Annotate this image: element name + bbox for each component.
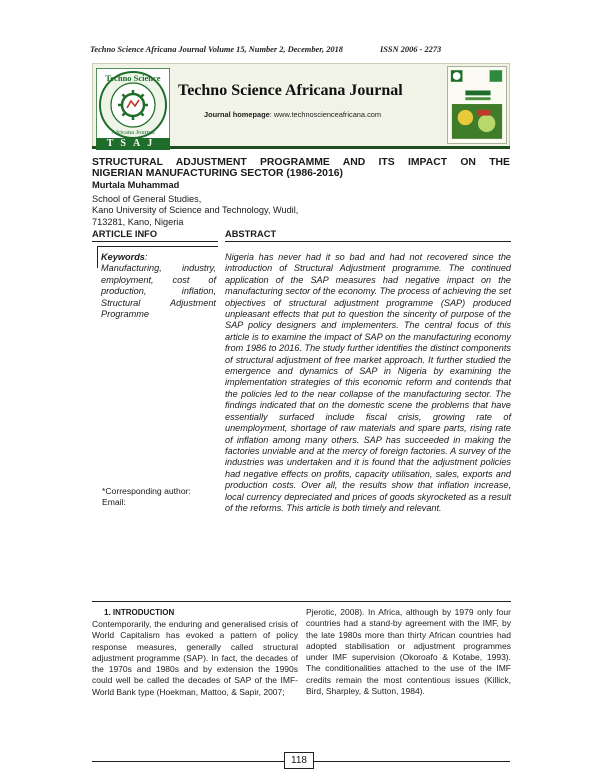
article-title [92, 157, 510, 179]
article-info-heading: ARTICLE INFO [92, 229, 158, 239]
running-head-issn: ISSN 2006 - 2273 [380, 45, 442, 54]
abstract-text: Nigeria has never had it so bad and had not recovered since the introduction of Structural Adjustment programme. The continued application of the SAP measures had negative impact on the manufacturing sector of the economy. The process of achieving the set objectives of structural adjustment programme (SAP) produced unpleasant effects that put to question the sincerity of purpose of the SAP policy designers and implementers. The central focus of this article is to examine the impact of SAP on the manufacturing economy from 1986 to 2016. The study further identifies the distinct components of structural adjustment of free market approach. It further studied the emergence and dynamics of SAP in Nigeria by examining the implementation strategies of this economic reform and contends that the policies led to the near collapse of the manufacturing sector. The findings indicated that on the domestic scene the problems that have essentially surfaced include fiscal crisis, growing rate of unemployment, shortage of raw materials and spare parts, rising rate of inflation among many others. SAP has succeeded in making the factories unviable and at the mercy of foreign factories. A survey of the industries was undertaken and it is found that the adjustment policies had negative effects on profits, capacity utilisation, sales, exports and production costs. Over all, the results show that inflation increase, local currency depreciated and prices of goods skyrocketed as a result of the reforms. This article is both timely and relevant. [225, 252, 511, 513]
page-number: 118 [284, 752, 314, 769]
journal-logo [96, 68, 170, 142]
body-left-column: Contemporarily, the enduring and generalised crisis of World Capitalism has evoked a pattern of policy response measures, generally called structural adjustment programme (SAP). In fact, the decades of the 1970s and 1980s and by extension the 1990s could well be called the decades of SAP of the IMF-World Bank type (Hoekman, Mattoo, & Sapir, 2007; [92, 619, 298, 697]
author-name: Murtala Muhammad [92, 180, 180, 190]
abstract-rule [225, 241, 511, 242]
journal-cover-thumbnail [447, 66, 507, 144]
affiliation-line: 713281, Kano, Nigeria [92, 216, 184, 227]
keywords-text: Manufacturing, industry, employment, cost of production, inflation, Structural Adjustment Programme [101, 263, 216, 320]
logo-abbreviation: TSAJ [96, 138, 170, 150]
info-box-left-edge [97, 246, 98, 268]
author-affiliation [92, 194, 298, 228]
section-heading-introduction: 1. INTRODUCTION [104, 608, 175, 617]
keywords-label: Keywords [101, 252, 145, 262]
email-label: Email: [102, 496, 126, 507]
affiliation-line: School of General Studies, [92, 194, 202, 204]
info-box-top-edge [97, 246, 218, 247]
homepage-label: Journal homepage [204, 110, 270, 119]
journal-title: Techno Science Africana Journal [178, 82, 403, 99]
body-right-column: Pjerotic, 2008). In Africa, although by 1979 only four countries had a stand-by agreement with the IMF, by the late 1980s more than thirty African countries had adopted stabilisation or adjustment programmes under IMF supervision (Okoroafo & Kotabe, 1993). The conditionalities attached to the use of the IMF credits remain the most contentious issues (Killick, Bird, Sharpley, & Sutton, 1984). [306, 607, 511, 697]
abstract-bottom-rule [92, 601, 511, 602]
logo-text-top: Techno Science [105, 73, 161, 83]
running-head [90, 45, 510, 54]
corresponding-author [102, 486, 191, 507]
article-title-line-2: NIGERIAN MANUFACTURING SECTOR (1986-2016) [92, 168, 343, 179]
abstract-heading: ABSTRACT [225, 229, 277, 239]
keywords-block: Keywords: Manufacturing, industry, employment, cost of production, inflation, Structural Adjustment Programme [101, 252, 216, 320]
homepage-url[interactable]: : www.technoscienceafricana.com [269, 110, 382, 119]
affiliation-line: Kano University of Science and Technology, Wudil, [92, 205, 299, 216]
running-head-journal: Techno Science Africana Journal Volume 15, Number 2, December, 2018 [90, 45, 343, 54]
logo-text-bottom: Africana Journal [111, 129, 155, 136]
corresponding-label: *Corresponding author: [102, 486, 191, 496]
article-info-rule [92, 241, 218, 242]
journal-homepage [204, 110, 381, 119]
article-title-line-1: STRUCTURAL ADJUSTMENT PROGRAMME AND ITS IMPACT ON THE [92, 157, 510, 168]
